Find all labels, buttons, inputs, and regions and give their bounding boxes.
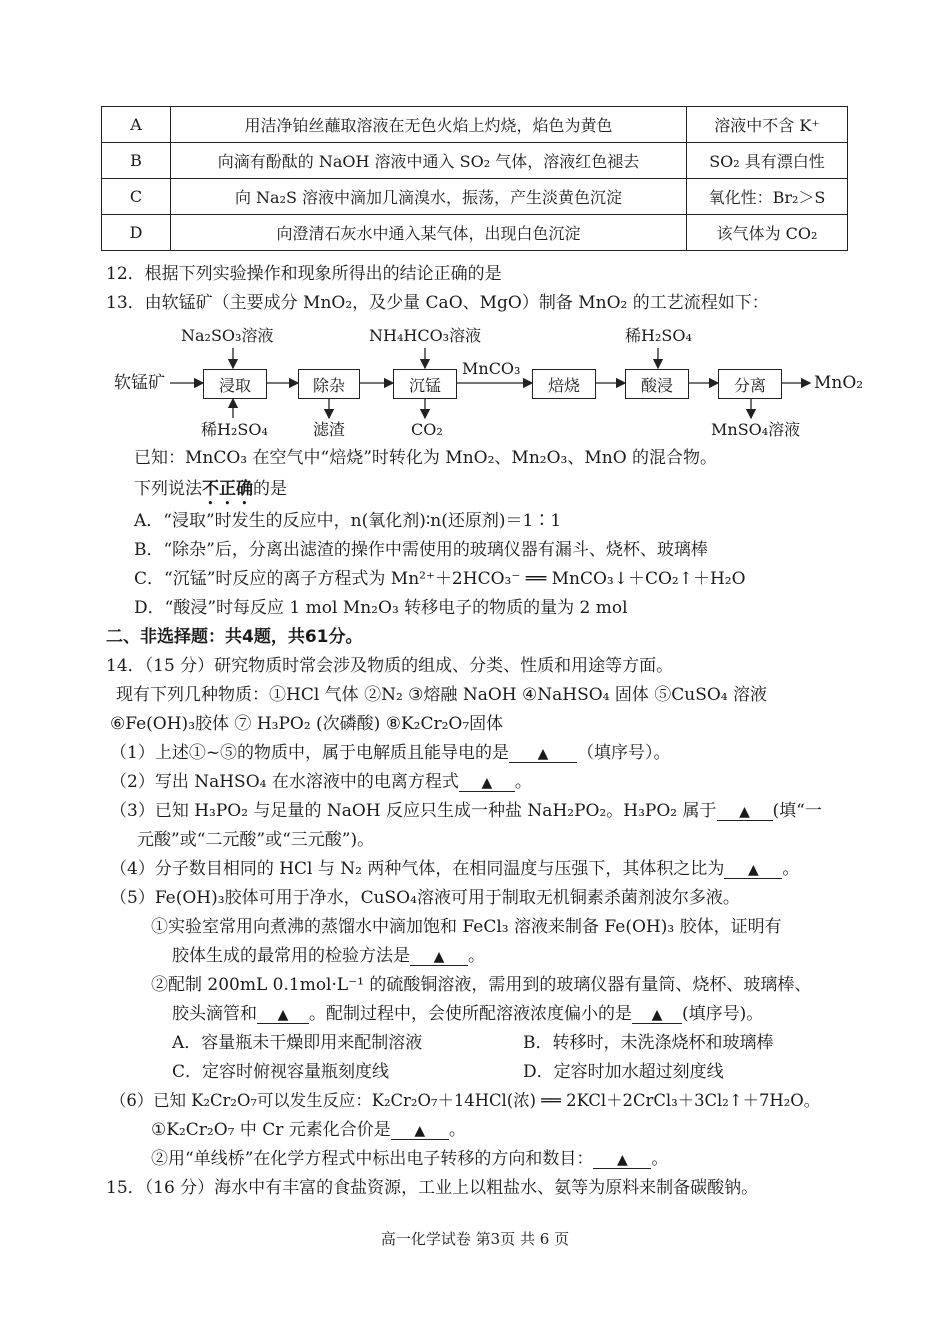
substances-line-2: ⑥Fe(OH)₃胶体 ⑦ H₃PO₂ (次磷酸) ⑧K₂Cr₂O₇固体 bbox=[110, 714, 504, 734]
blank-mark: ▲ bbox=[433, 949, 445, 965]
row-operation: 向滴有酚酞的 NaOH 溶液中通入 SO₂ 气体，溶液红色褪去 bbox=[171, 143, 687, 179]
answer-blank[interactable] bbox=[509, 745, 577, 763]
row-conclusion: 溶液中不含 K⁺ bbox=[687, 107, 848, 143]
question-15: 15．（16 分）海水中有丰富的食盐资源，工业上以粗盐水、氨等为原料来制备碳酸钠。 bbox=[106, 1178, 759, 1198]
question-12: 12．根据下列实验操作和现象所得出的结论正确的是 bbox=[106, 264, 502, 284]
part-5-1-line-2 bbox=[172, 948, 485, 966]
choice-b: B．转移时，未洗涤烧杯和玻璃棒 bbox=[523, 1033, 774, 1053]
part-5-1-tail: 。 bbox=[468, 946, 485, 966]
part-6-1-tail: 。 bbox=[448, 1120, 466, 1140]
part-6-2-text: ②用“单线桥”在化学方程式中标出电子转移的方向和数目： bbox=[151, 1149, 594, 1169]
row-label: B bbox=[102, 143, 171, 179]
answer-blank[interactable] bbox=[459, 774, 515, 792]
question-13-ask bbox=[134, 479, 287, 509]
ask-emphasis: 不正确 bbox=[202, 479, 253, 499]
row-conclusion: 该气体为 CO₂ bbox=[687, 215, 848, 251]
row-label: D bbox=[102, 215, 171, 251]
part-3-line-2: 元酸”或“二元酸”或“三元酸”)。 bbox=[137, 830, 375, 850]
row-conclusion: 氧化性：Br₂＞S bbox=[687, 179, 848, 215]
part-2-tail: 。 bbox=[514, 772, 532, 792]
blank-mark: ▲ bbox=[651, 1007, 663, 1023]
part-1-tail: （填序号）。 bbox=[577, 743, 671, 763]
part-5-1-line-1: ①实验室常用向煮沸的蒸馏水中滴加饱和 FeCl₃ 溶液来制备 Fe(OH)₃ 胶体，证明有 bbox=[151, 917, 782, 937]
flow-label-na2so3: Na₂SO₃溶液 bbox=[181, 326, 274, 345]
substances-line-1: 现有下列几种物质：①HCl 气体 ②N₂ ③熔融 NaOH ④NaHSO₄ 固体 ⑤CuSO₄ 溶液 bbox=[116, 685, 768, 705]
answer-blank[interactable] bbox=[724, 861, 782, 879]
blank-mark: ▲ bbox=[481, 775, 493, 791]
flow-label-h2so4-bottom: 稀H₂SO₄ bbox=[201, 420, 268, 439]
part-6: （6）已知 K₂Cr₂O₇可以发生反应：K₂Cr₂O₇＋14HCl(浓) ══ 2KCl＋2CrCl₃＋3Cl₂↑＋7H₂O。 bbox=[110, 1091, 821, 1110]
part-4 bbox=[110, 861, 799, 879]
blank-mark: ▲ bbox=[748, 862, 759, 878]
answer-blank[interactable] bbox=[593, 1151, 651, 1169]
answer-blank[interactable] bbox=[410, 948, 468, 966]
row-operation: 向澄清石灰水中通入某气体，出现白色沉淀 bbox=[171, 215, 687, 251]
part-3-tail: (填“一 bbox=[772, 801, 822, 821]
option-c: C．“沉锰”时反应的离子方程式为 Mn²⁺＋2HCO₃⁻ ══ MnCO₃↓＋CO₂↑＋H₂O bbox=[134, 569, 746, 589]
flow-end: MnO₂ bbox=[814, 373, 864, 393]
blank-mark: ▲ bbox=[414, 1123, 426, 1139]
part-5-2-mid: 。配制过程中，会使所配溶液浓度偏小的是 bbox=[309, 1004, 632, 1024]
choice-d: D．定容时加水超过刻度线 bbox=[523, 1062, 724, 1082]
flow-label-mnco3: MnCO₃ bbox=[462, 359, 521, 378]
ask-post: 的是 bbox=[253, 479, 287, 499]
answer-blank[interactable] bbox=[257, 1006, 309, 1024]
ask-pre: 下列说法 bbox=[134, 479, 202, 499]
flow-box-precipitate: 沉锰 bbox=[393, 369, 457, 399]
blank-mark: ▲ bbox=[617, 1152, 628, 1168]
flow-start: 软锰矿 bbox=[114, 373, 165, 393]
question-14-stem: 14．（15 分）研究物质时常会涉及物质的组成、分类、性质和用途等方面。 bbox=[106, 656, 674, 676]
part-2 bbox=[110, 774, 532, 792]
part-6-1-text: ①K₂Cr₂O₇ 中 Cr 元素化合价是 bbox=[151, 1120, 391, 1140]
part-3 bbox=[110, 803, 822, 821]
part-5-2-tail: (填序号)。 bbox=[682, 1004, 764, 1024]
row-conclusion: SO₂ 具有漂白性 bbox=[687, 143, 848, 179]
part-2-text: （2）写出 NaHSO₄ 在水溶液中的电离方程式 bbox=[110, 772, 459, 792]
part-5-2-line-1: ②配制 200mL 0.1mol·L⁻¹ 的硫酸铜溶液，需用到的玻璃仪器有量筒、烧杯、玻璃棒、 bbox=[151, 975, 812, 995]
part-5-2-text: 胶头滴管和 bbox=[172, 1004, 257, 1024]
answer-blank[interactable] bbox=[632, 1006, 682, 1024]
part-4-tail: 。 bbox=[782, 859, 800, 879]
choice-c: C．定容时俯视容量瓶刻度线 bbox=[172, 1062, 390, 1082]
row-operation: 向 Na₂S 溶液中滴加几滴溴水，振荡，产生淡黄色沉淀 bbox=[171, 179, 687, 215]
flow-label-co2: CO₂ bbox=[411, 420, 443, 439]
part-4-text: （4）分子数目相同的 HCl 与 N₂ 两种气体，在相同温度与压强下，其体积之比为 bbox=[110, 859, 725, 879]
part-5-1-text: 胶体生成的最常用的检验方法是 bbox=[172, 946, 410, 966]
part-5-2-line-2 bbox=[172, 1006, 763, 1024]
answer-blank[interactable] bbox=[717, 803, 773, 821]
part-1-text: （1）上述①~⑤的物质中，属于电解质且能导电的是 bbox=[110, 743, 510, 763]
row-operation: 用洁净铂丝蘸取溶液在无色火焰上灼烧，焰色为黄色 bbox=[171, 107, 687, 143]
option-d: D．“酸浸”时每反应 1 mol Mn₂O₃ 转移电子的物质的量为 2 mol bbox=[134, 598, 628, 618]
part-6-2 bbox=[151, 1151, 668, 1169]
flow-label-nh4hco3: NH₄HCO₃溶液 bbox=[369, 326, 482, 345]
option-a: A．“浸取”时发生的反应中，n(氧化剂)∶n(还原剂)＝1∶1 bbox=[134, 511, 562, 531]
blank-mark: ▲ bbox=[537, 746, 549, 762]
part-6-2-tail: 。 bbox=[651, 1149, 669, 1169]
flow-box-leach: 浸取 bbox=[203, 369, 267, 399]
flow-label-mnso4: MnSO₄溶液 bbox=[711, 420, 801, 439]
blank-mark: ▲ bbox=[277, 1007, 289, 1023]
option-b: B．“除杂”后，分离出滤渣的操作中需使用的玻璃仪器有漏斗、烧杯、玻璃棒 bbox=[134, 540, 708, 560]
page-footer: 高一化学试卷 第3页 共 6 页 bbox=[380, 1230, 570, 1248]
known-info: 已知：MnCO₃ 在空气中“焙烧”时转化为 MnO₂、Mn₂O₃、MnO 的混合物。 bbox=[134, 448, 718, 468]
blank-mark: ▲ bbox=[739, 804, 750, 820]
flow-label-residue: 滤渣 bbox=[313, 420, 346, 439]
part-5: （5）Fe(OH)₃胶体可用于净水，CuSO₄溶液可用于制取无机铜素杀菌剂波尔多液。 bbox=[110, 888, 740, 908]
flow-box-purify: 除杂 bbox=[298, 369, 360, 399]
answer-blank[interactable] bbox=[391, 1122, 449, 1140]
section-heading: 二、非选择题：共4题，共61分。 bbox=[106, 627, 363, 647]
question-13-stem: 13．由软锰矿（主要成分 MnO₂，及少量 CaO、MgO）制备 MnO₂ 的工艺流程如下： bbox=[106, 293, 769, 313]
flow-label-h2so4-top: 稀H₂SO₄ bbox=[625, 326, 692, 345]
flow-box-separate: 分离 bbox=[718, 369, 782, 399]
part-3-text: （3）已知 H₃PO₂ 与足量的 NaOH 反应只生成一种盐 NaH₂PO₂。H₃PO₂ 属于 bbox=[110, 801, 717, 821]
flow-box-acid-leach: 酸浸 bbox=[625, 369, 689, 399]
part-1 bbox=[110, 745, 671, 763]
row-label: C bbox=[102, 179, 171, 215]
flow-box-roast: 焙烧 bbox=[532, 369, 596, 399]
part-6-1 bbox=[151, 1122, 466, 1140]
choice-a: A．容量瓶未干燥即用来配制溶液 bbox=[172, 1033, 423, 1053]
row-label: A bbox=[102, 107, 171, 143]
